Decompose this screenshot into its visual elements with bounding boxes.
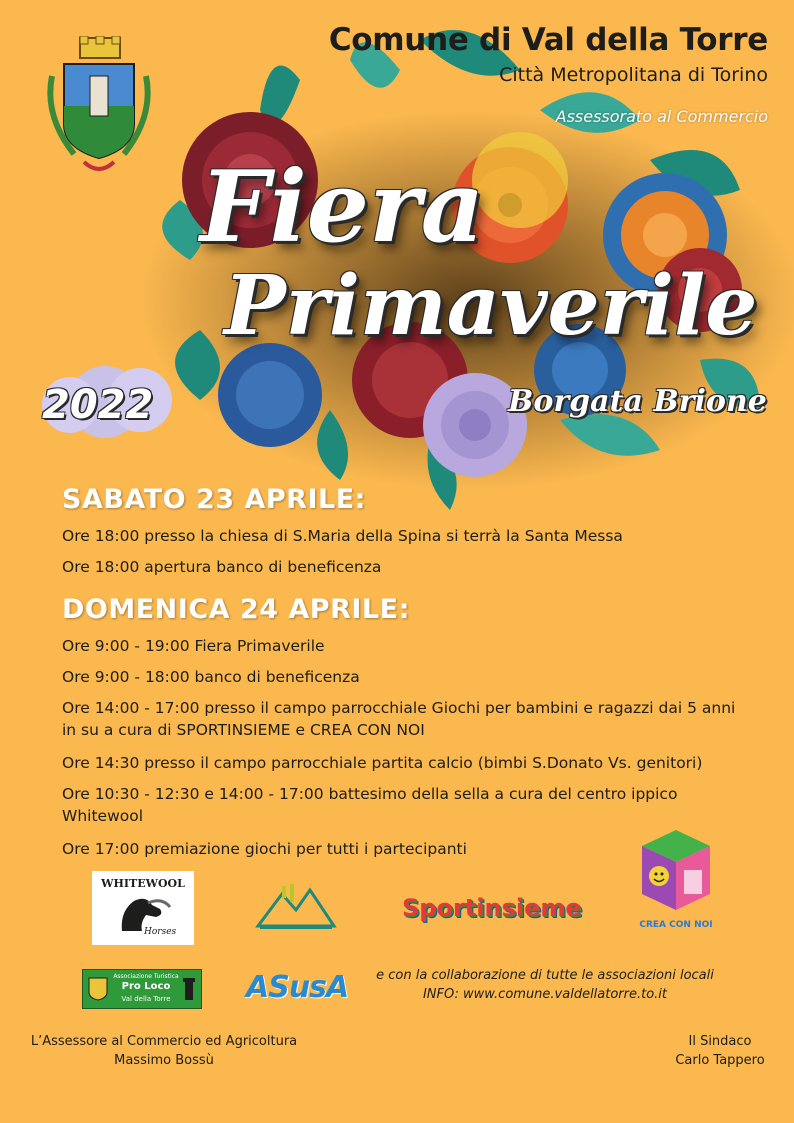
whitewool-subtitle: Horses [144,927,177,937]
assessore-signature [14,1032,314,1070]
sindaco-signature [650,1032,790,1070]
event-year: 2022 [42,382,154,428]
coat-of-arms-icon [44,36,154,178]
whitewool-logo [92,871,194,945]
saturday-event-1: Ore 18:00 presso la chiesa di S.Maria della Spina si terrà la Santa Messa [62,527,623,545]
info-website: INFO: www.comune.valdellatorre.to.it [422,987,668,1002]
metro-city-subtitle: Città Metropolitana di Torino [499,64,768,86]
sindaco-role: Il Sindaco [688,1034,752,1049]
flower-yellow [472,132,568,228]
assessore-role: L’Assessore al Commercio ed Agricoltura [30,1034,298,1049]
sportinsieme-logo: Sportinsieme [402,894,582,922]
proloco-tower-icon [181,976,197,1002]
sunday-event-4: Ore 14:30 presso il campo parrocchiale partita calcio (bimbi S.Donato Vs. genitori) [62,754,703,772]
asusa-logo: ASusA [246,970,349,1005]
mountain-logo-icon [254,880,338,934]
saturday-heading: SABATO 23 APRILE: [62,484,366,515]
event-title-line1: Fiera [200,150,485,265]
crea-con-noi-label: CREA CON NOI [639,920,713,930]
proloco-logo [82,969,202,1009]
whitewool-logo-text: WHITEWOOL [101,877,185,890]
collaboration-line: e con la collaborazione di tutte le associazioni locali [376,968,714,983]
sunday-heading: DOMENICA 24 APRILE: [62,594,410,625]
municipality-title: Comune di Val della Torre [328,22,768,58]
event-location: Borgata Brione [508,384,767,419]
proloco-line2: Pro Loco [121,981,171,992]
event-title-line2: Primaverile [224,258,758,354]
proloco-line1: Associazione Turistica [113,973,179,980]
proloco-line3: Val della Torre [121,995,171,1003]
saturday-event-2: Ore 18:00 apertura banco di beneficenza [62,558,382,576]
sunday-event-1: Ore 9:00 - 19:00 Fiera Primaverile [62,637,325,655]
sunday-event-6: Ore 17:00 premiazione giochi per tutti i partecipanti [62,840,467,858]
department-label: Assessorato al Commercio [555,107,768,126]
sunday-event-3: Ore 14:00 - 17:00 presso il campo parrocchiale Giochi per bambini e ragazzi dai 5 anni in su a cura di SPORTINSIEME e CREA CON NOI [62,699,736,739]
sindaco-name: Carlo Tappero [675,1053,765,1068]
sunday-event-5: Ore 10:30 - 12:30 e 14:00 - 17:00 battesimo della sella a cura del centro ippico Whitewool [62,785,678,825]
assessore-name: Massimo Bossù [114,1053,214,1068]
sunday-event-2: Ore 9:00 - 18:00 banco di beneficenza [62,668,360,686]
proloco-shield-icon [87,976,109,1002]
flower-blue-bottom [218,343,322,447]
crea-con-noi-cube-icon [640,826,712,918]
collaboration-note [350,966,740,1004]
